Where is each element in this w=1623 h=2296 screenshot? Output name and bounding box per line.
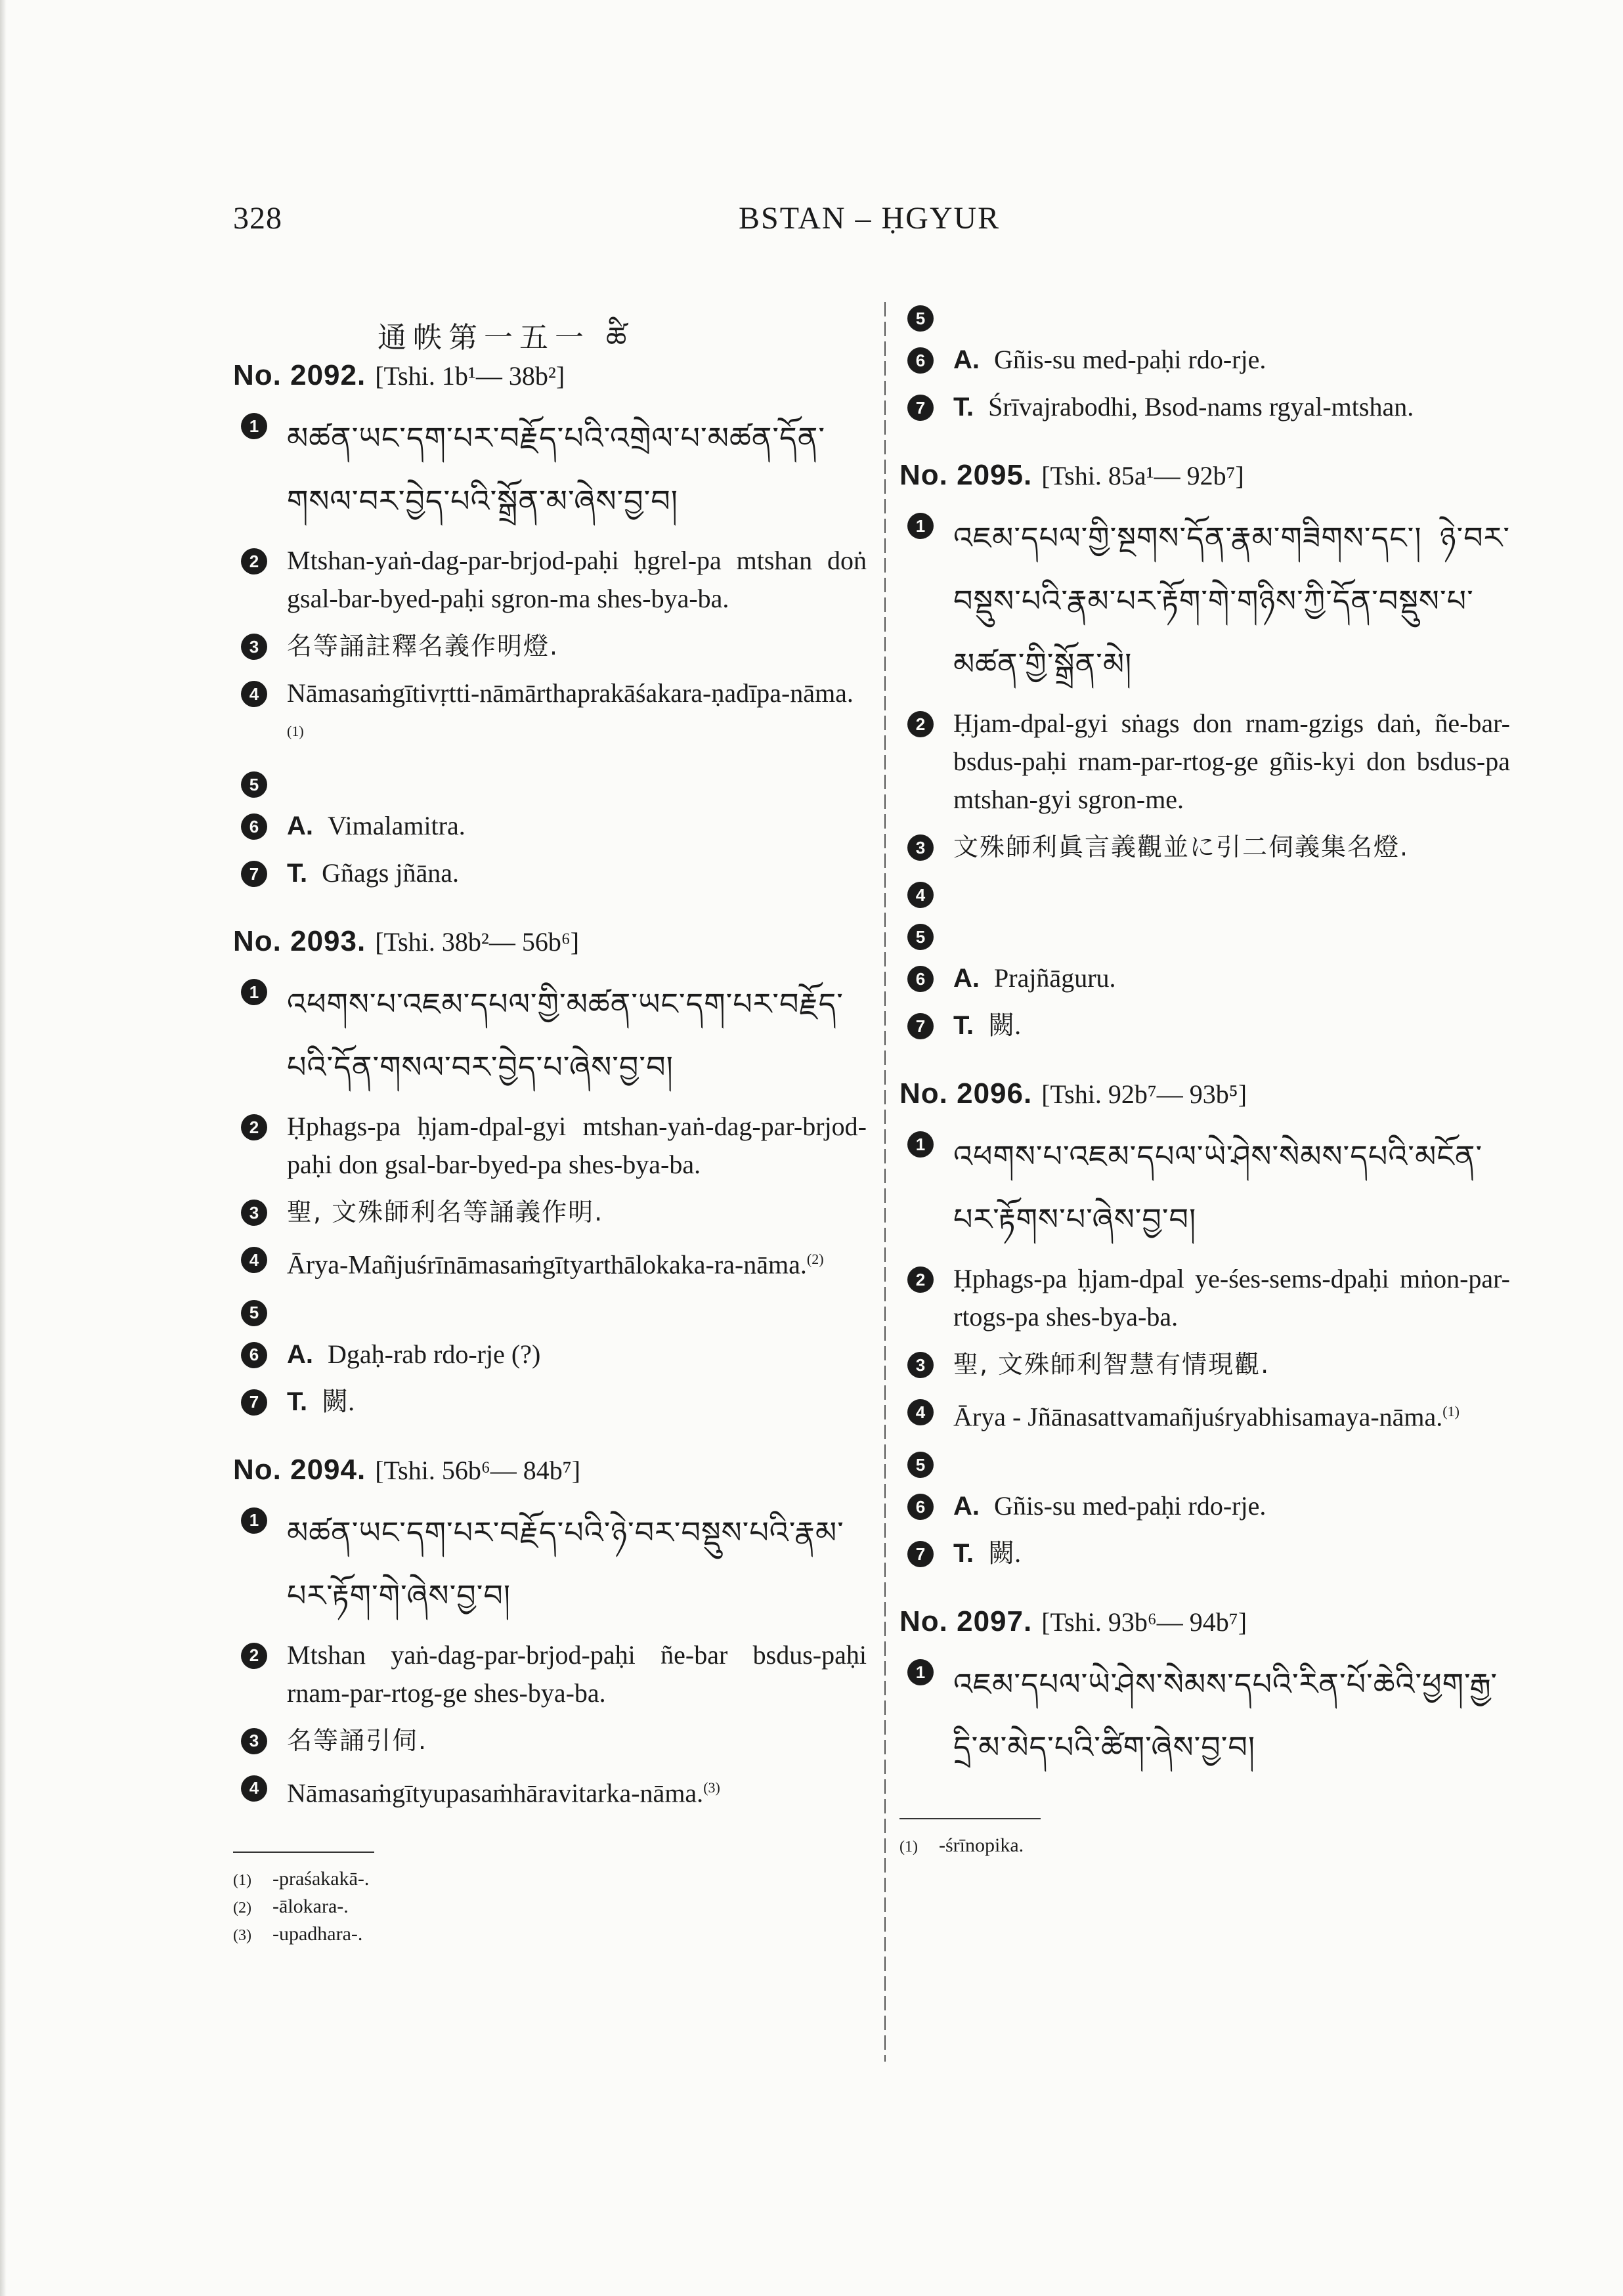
number-badge-icon: 6: [907, 966, 934, 992]
footnote-rule: [899, 1818, 1041, 1819]
translator-label: T.: [953, 1011, 974, 1040]
entry-field-sanskrit: [233, 1240, 867, 1284]
entry-heading: [899, 459, 1510, 492]
entry-reference: [Tshi. 38b²— 56b⁶]: [375, 927, 580, 957]
transliterated-title: Ḥjam-dpal-gyi sṅags don rnam-gzigs daṅ, ñe-bar-bsdus-paḥi rnam-par-rtog-ge gñis-kyi don bsdus-pa mtshan-gyi sgron-me.: [953, 708, 1510, 814]
entry-field-empty: [899, 875, 1510, 908]
catalog-entry: [233, 359, 867, 892]
chinese-title: 名等誦註釋名義作明燈.: [287, 632, 559, 661]
translator-name: 闕.: [988, 1010, 1022, 1040]
entry-heading: [899, 1605, 1510, 1638]
number-badge-icon: 6: [907, 347, 934, 374]
chinese-title: 聖, 文殊師利名等誦義作明.: [287, 1198, 604, 1227]
translator-label: T.: [287, 1387, 308, 1416]
number-badge-icon: 2: [241, 1114, 267, 1140]
sanskrit-title: Nāmasaṁgītivṛtti-nāmārthaprakāśakara-ṇadīpa-nāma.$^{(1)}$: [287, 678, 854, 739]
entry-field-tibetan: [899, 506, 1510, 695]
catalog-entry: [233, 925, 867, 1420]
entry-heading: [899, 1077, 1510, 1110]
entry-field-tibetan: [233, 1501, 867, 1627]
entry-field-chinese: [233, 1193, 867, 1231]
tibetan-title: འཕགས་པ་འཇམ་དཔལ་ཡེ་ཤེས་སེམས་དཔའི་མངོན་པར་རྟོགས་པ་ཞེས་བྱ་བ།: [953, 1138, 1483, 1237]
entry-number: No. 2096.: [899, 1077, 1033, 1110]
number-badge-icon: 4: [907, 882, 934, 908]
translator-label: T.: [953, 393, 974, 422]
running-title: BSTAN – ḤGYUR: [739, 201, 1001, 236]
number-badge-icon: 2: [907, 1267, 934, 1293]
entry-reference: [Tshi. 93b⁶— 94b⁷]: [1041, 1607, 1247, 1637]
footnote-ref: (3): [703, 1779, 720, 1796]
catalog-entry: [899, 459, 1510, 1045]
entry-heading: [233, 1454, 867, 1486]
entry-field-transliteration: [233, 1636, 867, 1712]
entry-field-transliteration: [233, 1108, 867, 1184]
number-badge-icon: 4: [907, 1399, 934, 1425]
author-name: Dgaḥ-rab rdo-rje (?): [328, 1339, 541, 1369]
entry-field-translator: [233, 854, 867, 892]
entry-reference: [Tshi. 85a¹— 92b⁷]: [1041, 461, 1244, 490]
author-name: Prajñāguru.: [994, 963, 1116, 993]
volume-title: 通帙第一五一 ཚི: [378, 321, 634, 355]
number-badge-icon: 3: [907, 834, 934, 861]
entry-field-chinese: [899, 828, 1510, 866]
tibetan-title: འཕགས་པ་འཇམ་དཔལ་གྱི་མཚན་ཡང་དག་པར་བརྗོད་པའི་དོན་གསལ་བར་བྱེད་པ་ཞེས་བྱ་བ།: [287, 986, 844, 1085]
transliterated-title: Ḥphags-pa ḥjam-dpal ye-śes-sems-dpaḥi mṅon-par-rtogs-pa shes-bya-ba.: [953, 1264, 1510, 1332]
number-badge-icon: 7: [907, 1541, 934, 1567]
number-badge-icon: 1: [241, 1507, 267, 1534]
number-badge-icon: 2: [241, 548, 267, 574]
entry-field-chinese: [899, 1345, 1510, 1383]
author-label: A.: [953, 964, 980, 993]
entry-field-empty: [899, 1445, 1510, 1478]
scan-edge: [0, 0, 7, 2296]
number-badge-icon: 3: [907, 1352, 934, 1378]
transliterated-title: Ḥphags-pa ḥjam-dpal-gyi mtshan-yaṅ-dag-par-brjod-paḥi don gsal-bar-byed-pa shes-bya-ba.: [287, 1112, 867, 1180]
translator-label: T.: [287, 859, 308, 888]
entry-field-chinese: [233, 627, 867, 665]
number-badge-icon: 7: [241, 1389, 267, 1416]
footnote-rule: [233, 1852, 374, 1853]
translator-name: Gñags jñāna.: [322, 858, 459, 888]
entry-number: No. 2092.: [233, 359, 366, 391]
number-badge-icon: 4: [241, 1247, 267, 1273]
entry-field-author: [899, 1487, 1510, 1525]
sanskrit-title: Ārya-Mañjuśrīnāmasaṁgītyarthālokaka-ra-nāma.$^{(2)}$: [287, 1249, 824, 1280]
footnote-ref: (2): [806, 1251, 824, 1268]
entry-heading: [233, 925, 867, 958]
translator-name: Śrīvajrabodhi, Bsod-nams rgyal-mtshan.: [988, 392, 1414, 422]
entry-field-tibetan: [899, 1125, 1510, 1251]
translator-label: T.: [953, 1539, 974, 1569]
entry-field-empty: [899, 299, 1510, 332]
entry-field-transliteration: [233, 542, 867, 618]
number-badge-icon: 2: [907, 711, 934, 737]
entry-number: No. 2094.: [233, 1453, 366, 1486]
entry-reference: [Tshi. 1b¹— 38b²]: [375, 361, 565, 391]
number-badge-icon: 5: [241, 1300, 267, 1326]
number-badge-icon: 6: [241, 813, 267, 840]
author-name: Gñis-su med-paḥi rdo-rje.: [994, 1491, 1266, 1521]
footnote-ref: (1): [1442, 1403, 1460, 1419]
entry-field-author: [233, 807, 867, 845]
sanskrit-title: Ārya - Jñānasattvamañjuśryabhisamaya-nāma.$^{(1)}$: [953, 1402, 1460, 1432]
entry-field-transliteration: [899, 1260, 1510, 1336]
number-badge-icon: 4: [241, 1775, 267, 1802]
footnote: (1) -praśakakā-.: [233, 1867, 370, 1890]
entry-field-translator: [899, 1007, 1510, 1045]
tibetan-title: མཚན་ཡང་དག་པར་བརྗོད་པའི་འགྲེལ་པ་མཚན་དོན་གསལ་བར་བྱེད་པའི་སྒྲོན་མ་ཞེས་བྱ་བ།: [287, 420, 826, 519]
entry-number: No. 2097.: [899, 1605, 1033, 1638]
page-number: 328: [233, 201, 282, 236]
number-badge-icon: 6: [907, 1494, 934, 1520]
number-badge-icon: 3: [241, 1728, 267, 1754]
number-badge-icon: 1: [241, 413, 267, 439]
number-badge-icon: 7: [241, 861, 267, 887]
number-badge-icon: 6: [241, 1342, 267, 1368]
entry-field-tibetan: [899, 1653, 1510, 1779]
author-name: Gñis-su med-paḥi rdo-rje.: [994, 345, 1266, 374]
number-badge-icon: 5: [907, 1452, 934, 1478]
number-badge-icon: 4: [241, 681, 267, 707]
entry-field-sanskrit: [233, 674, 867, 756]
entry-field-translator: [233, 1383, 867, 1421]
left-column: [233, 299, 867, 1949]
number-badge-icon: 3: [241, 634, 267, 660]
author-name: Vimalamitra.: [328, 811, 465, 841]
catalog-entry: [233, 1454, 867, 1812]
entry-field-author: [233, 1335, 867, 1374]
entry-field-translator: [899, 388, 1510, 426]
translator-name: 闕.: [988, 1538, 1022, 1569]
number-badge-icon: 7: [907, 395, 934, 421]
transliterated-title: Mtshan-yaṅ-dag-par-brjod-paḥi ḥgrel-pa mtshan doṅ gsal-bar-byed-paḥi sgron-ma shes-bya-ba.: [287, 546, 867, 613]
number-badge-icon: 5: [241, 771, 267, 798]
number-badge-icon: 2: [241, 1643, 267, 1669]
author-label: A.: [287, 812, 313, 841]
entry-field-empty: [233, 765, 867, 798]
footnote: (1) -śrīnopika.: [899, 1834, 1024, 1857]
entry-number: No. 2093.: [233, 925, 366, 958]
entry-field-empty: [233, 1293, 867, 1326]
entry-field-tibetan: [233, 972, 867, 1098]
catalog-entry: [899, 1605, 1510, 1779]
tibetan-title: འཇམ་དཔལ་ཡེ་ཤེས་སེམས་དཔའི་རིན་པོ་ཆེའི་ཕྱག་རྒྱ་དྲི་མ་མེད་པའི་ཚིག་ཞེས་བྱ་བ།: [953, 1666, 1498, 1765]
entry-field-translator: [899, 1534, 1510, 1572]
entry-field-transliteration: [899, 704, 1510, 819]
translator-name: 闕.: [322, 1386, 355, 1416]
footnote-ref: (1): [287, 723, 304, 739]
entry-field-sanskrit: [233, 1769, 867, 1812]
entry-field-author: [899, 341, 1510, 379]
column-divider: [884, 302, 886, 2062]
number-badge-icon: 1: [907, 1131, 934, 1158]
entry-field-empty: [899, 917, 1510, 950]
entry-reference: [Tshi. 56b⁶— 84b⁷]: [375, 1455, 581, 1485]
transliterated-title: Mtshan yaṅ-dag-par-brjod-paḥi ñe-bar bsdus-paḥi rnam-par-rtog-ge shes-bya-ba.: [287, 1639, 867, 1708]
entry-field-sanskrit: [899, 1393, 1510, 1436]
catalog-entry: [899, 1077, 1510, 1572]
tibetan-title: འཇམ་དཔལ་གྱི་སྔགས་དོན་རྣམ་གཟིགས་དང་། ཉེ་བར་བསྡུས་པའི་རྣམ་པར་རྟོག་གེ་གཉིས་ཀྱི་དོན་བསྡུས་པ་མཚན་གྱི་སྒྲོན་མེ།: [953, 520, 1510, 682]
right-column: [899, 299, 1510, 1860]
entry-field-tibetan: [233, 406, 867, 532]
author-label: A.: [953, 345, 980, 374]
number-badge-icon: 5: [907, 924, 934, 950]
chinese-title: 聖, 文殊師利智慧有情現觀.: [953, 1350, 1270, 1379]
entry-number: No. 2095.: [899, 459, 1033, 491]
entry-reference: [Tshi. 92b⁷— 93b⁵]: [1041, 1079, 1247, 1109]
chinese-title: 文殊師利眞言義觀並に引二伺義集名燈.: [953, 833, 1410, 861]
chinese-title: 名等誦引伺.: [287, 1725, 428, 1755]
number-badge-icon: 5: [907, 305, 934, 332]
footnote: (3) -upadhara-.: [233, 1922, 363, 1945]
entry-field-author: [899, 959, 1510, 997]
sanskrit-title: Nāmasaṁgītyupasaṁhāravitarka-nāma.$^{(3)}$: [287, 1777, 720, 1808]
author-label: A.: [953, 1492, 980, 1521]
entry-heading: [233, 359, 867, 392]
number-badge-icon: 1: [907, 513, 934, 539]
tibetan-title: མཚན་ཡང་དག་པར་བརྗོད་པའི་ཉེ་བར་བསྡུས་པའི་རྣམ་པར་རྟོག་གེ་ཞེས་བྱ་བ།: [287, 1514, 844, 1613]
number-badge-icon: 7: [907, 1013, 934, 1039]
footnote: (2) -ālokara-.: [233, 1895, 349, 1917]
author-label: A.: [287, 1339, 313, 1369]
number-badge-icon: 3: [241, 1200, 267, 1226]
number-badge-icon: 1: [907, 1659, 934, 1685]
entry-field-chinese: [233, 1722, 867, 1760]
entry-continuation: [899, 299, 1510, 426]
number-badge-icon: 1: [241, 979, 267, 1005]
